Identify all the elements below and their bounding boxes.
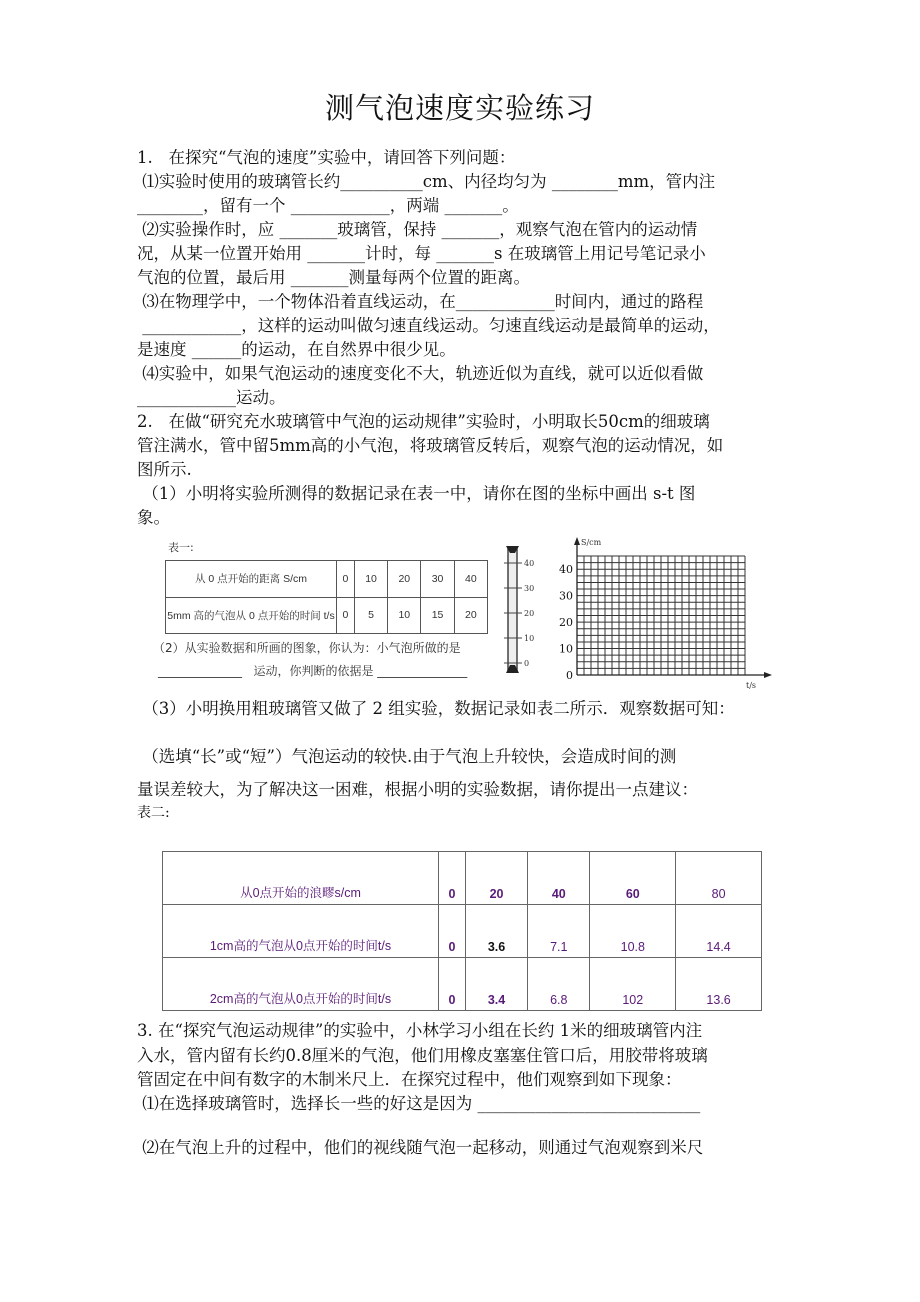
text-line: （3）小明换用粗玻璃管又做了 2 组实验，数据记录如表二所示．观察数据可知：	[137, 699, 735, 718]
table-cell: 80	[676, 852, 762, 905]
table-row	[163, 852, 762, 905]
table-cell: 20	[454, 597, 487, 634]
text-line: 象。	[137, 508, 170, 527]
y-tick-label: 30	[559, 589, 573, 603]
text-line: ⑴实验时使用的玻璃管长约__________cm、内径均匀为 ________mm，管内注	[137, 172, 716, 191]
y-tick-label: 10	[559, 642, 573, 656]
text-line: ________，留有一个 ____________，两端 _______。	[137, 196, 519, 215]
table-cell: 40	[454, 561, 487, 598]
text-line: 图所示.	[137, 460, 192, 479]
text-line: ⑴在选择玻璃管时，选择长一些的好这是因为 ___________________________	[137, 1094, 701, 1113]
text-line: 管固定在中间有数字的木制米尺上．在探究过程中，他们观察到如下现象：	[137, 1070, 682, 1089]
table-cell: 102	[590, 958, 676, 1011]
text-line: 气泡的位置，最后用 _______测量每两个位置的距离。	[137, 268, 530, 287]
table-cell: 7.1	[528, 905, 590, 958]
table-cell: 6.8	[528, 958, 590, 1011]
table-cell: 2cm高的气泡从0点开始的时间t/s	[163, 958, 439, 1011]
table-cell: 0	[439, 852, 466, 905]
y-tick-label: 40	[559, 563, 573, 577]
table-cell: 0	[439, 958, 466, 1011]
table-one	[165, 560, 488, 634]
table-cell: 0	[439, 905, 466, 958]
table1-caption: 表一:	[168, 541, 194, 554]
table-cell: 1cm高的气泡从0点开始的时间t/s	[163, 905, 439, 958]
text-line: ⑵实验操作时，应 _______玻璃管，保持 _______，观察气泡在管内的运动情	[137, 220, 698, 239]
tube-tick-label: 0	[524, 659, 530, 668]
table-row	[163, 905, 762, 958]
table-cell: 20	[388, 561, 421, 598]
table-cell: 10.8	[590, 905, 676, 958]
text-line: （选填“长”或“短”）气泡运动的较快.由于气泡上升较快，会造成时间的测	[137, 747, 677, 766]
table-cell: 5	[354, 597, 387, 634]
table-row	[166, 561, 488, 598]
text-line: 3. 在“探究气泡运动规律”的实验中，小林学习小组在长约 1米的细玻璃管内注	[137, 1021, 703, 1040]
text-line: ⑵在气泡上升的过程中，他们的视线随气泡一起移动，则通过气泡观察到米尺	[137, 1138, 704, 1157]
text-line: ____________运动。	[137, 388, 286, 407]
text-line: 量误差较大，为了解决这一困难，根据小明的实验数据，请你提出一点建议：	[137, 780, 698, 799]
tube-tick-label: 20	[524, 609, 535, 618]
text-line: ⑶在物理学中，一个物体沿着直线运动，在____________时间内，通过的路程	[137, 292, 704, 311]
s-t-graph-grid	[550, 535, 780, 690]
text-line: 入水，管内留有长约0.8厘米的气泡，他们用橡皮塞塞住管口后，用胶带将玻璃	[137, 1046, 708, 1065]
text-line: ____________，这样的运动叫做匀速直线运动。匀速直线运动是最简单的运动，	[137, 316, 720, 335]
y-tick-label: 0	[566, 669, 573, 682]
table1-question-2-line1: （2）从实验数据和所画的图象，你认为：小气泡所做的是	[153, 641, 461, 655]
table-cell: 20	[465, 852, 527, 905]
table-cell: 10	[354, 561, 387, 598]
table-cell: 0	[337, 597, 355, 634]
table-cell: 3.4	[465, 958, 527, 1011]
table-cell: 5mm 高的气泡从 0 点开始的时间 t/s	[166, 597, 337, 634]
table-cell: 从0点开始的浪疁s/cm	[163, 852, 439, 905]
tube-tick-label: 10	[524, 634, 535, 643]
text-line: 管注满水，管中留5mm高的小气泡，将玻璃管反转后，观察气泡的运动情况，如	[137, 436, 724, 455]
table-cell: 60	[590, 852, 676, 905]
table-cell: 从 0 点开始的距离 S/cm	[166, 561, 337, 598]
text-line: 表二:	[137, 805, 170, 821]
y-tick-label: 20	[559, 616, 573, 630]
text-line: 况，从某一位置开始用 _______计时，每 _______s 在玻璃管上用记号笔记录小	[137, 244, 706, 263]
table-cell: 15	[421, 597, 454, 634]
glass-tube-figure	[500, 543, 545, 678]
table1-question-2-line2: ______________ 运动，你判断的依据是 _______________	[158, 664, 468, 678]
table-row	[163, 958, 762, 1011]
table-cell: 40	[528, 852, 590, 905]
text-line: 是速度 ______的运动，在自然界中很少见。	[137, 340, 456, 359]
x-axis-arrow-icon	[764, 672, 772, 678]
y-axis-label: S/cm	[581, 538, 602, 547]
table-row	[166, 597, 488, 634]
table-cell: 14.4	[676, 905, 762, 958]
table-cell: 13.6	[676, 958, 762, 1011]
y-axis-arrow-icon	[574, 537, 580, 545]
table-cell: 10	[388, 597, 421, 634]
table-cell: 3.6	[465, 905, 527, 958]
text-line: （1）小明将实验所测得的数据记录在表一中，请你在图的坐标中画出 s-t 图	[137, 484, 696, 503]
table-cell: 30	[421, 561, 454, 598]
text-line: ⑷实验中，如果气泡运动的速度变化不大，轨迹近似为直线，就可以近似看做	[137, 364, 704, 383]
table-cell: 0	[337, 561, 355, 598]
tube-tick-label: 40	[524, 559, 535, 568]
text-line: 2. 在做“研究充水玻璃管中气泡的运动规律”实验时，小明取长50cm的细玻璃	[137, 412, 710, 431]
table-two	[162, 851, 762, 1011]
text-line: 1. 在探究“气泡的速度”实验中，请回答下列问题：	[137, 148, 516, 167]
page-title: 测气泡速度实验练习	[324, 91, 595, 125]
x-axis-label: t/s	[746, 681, 757, 690]
tube-tick-label: 30	[524, 584, 535, 593]
